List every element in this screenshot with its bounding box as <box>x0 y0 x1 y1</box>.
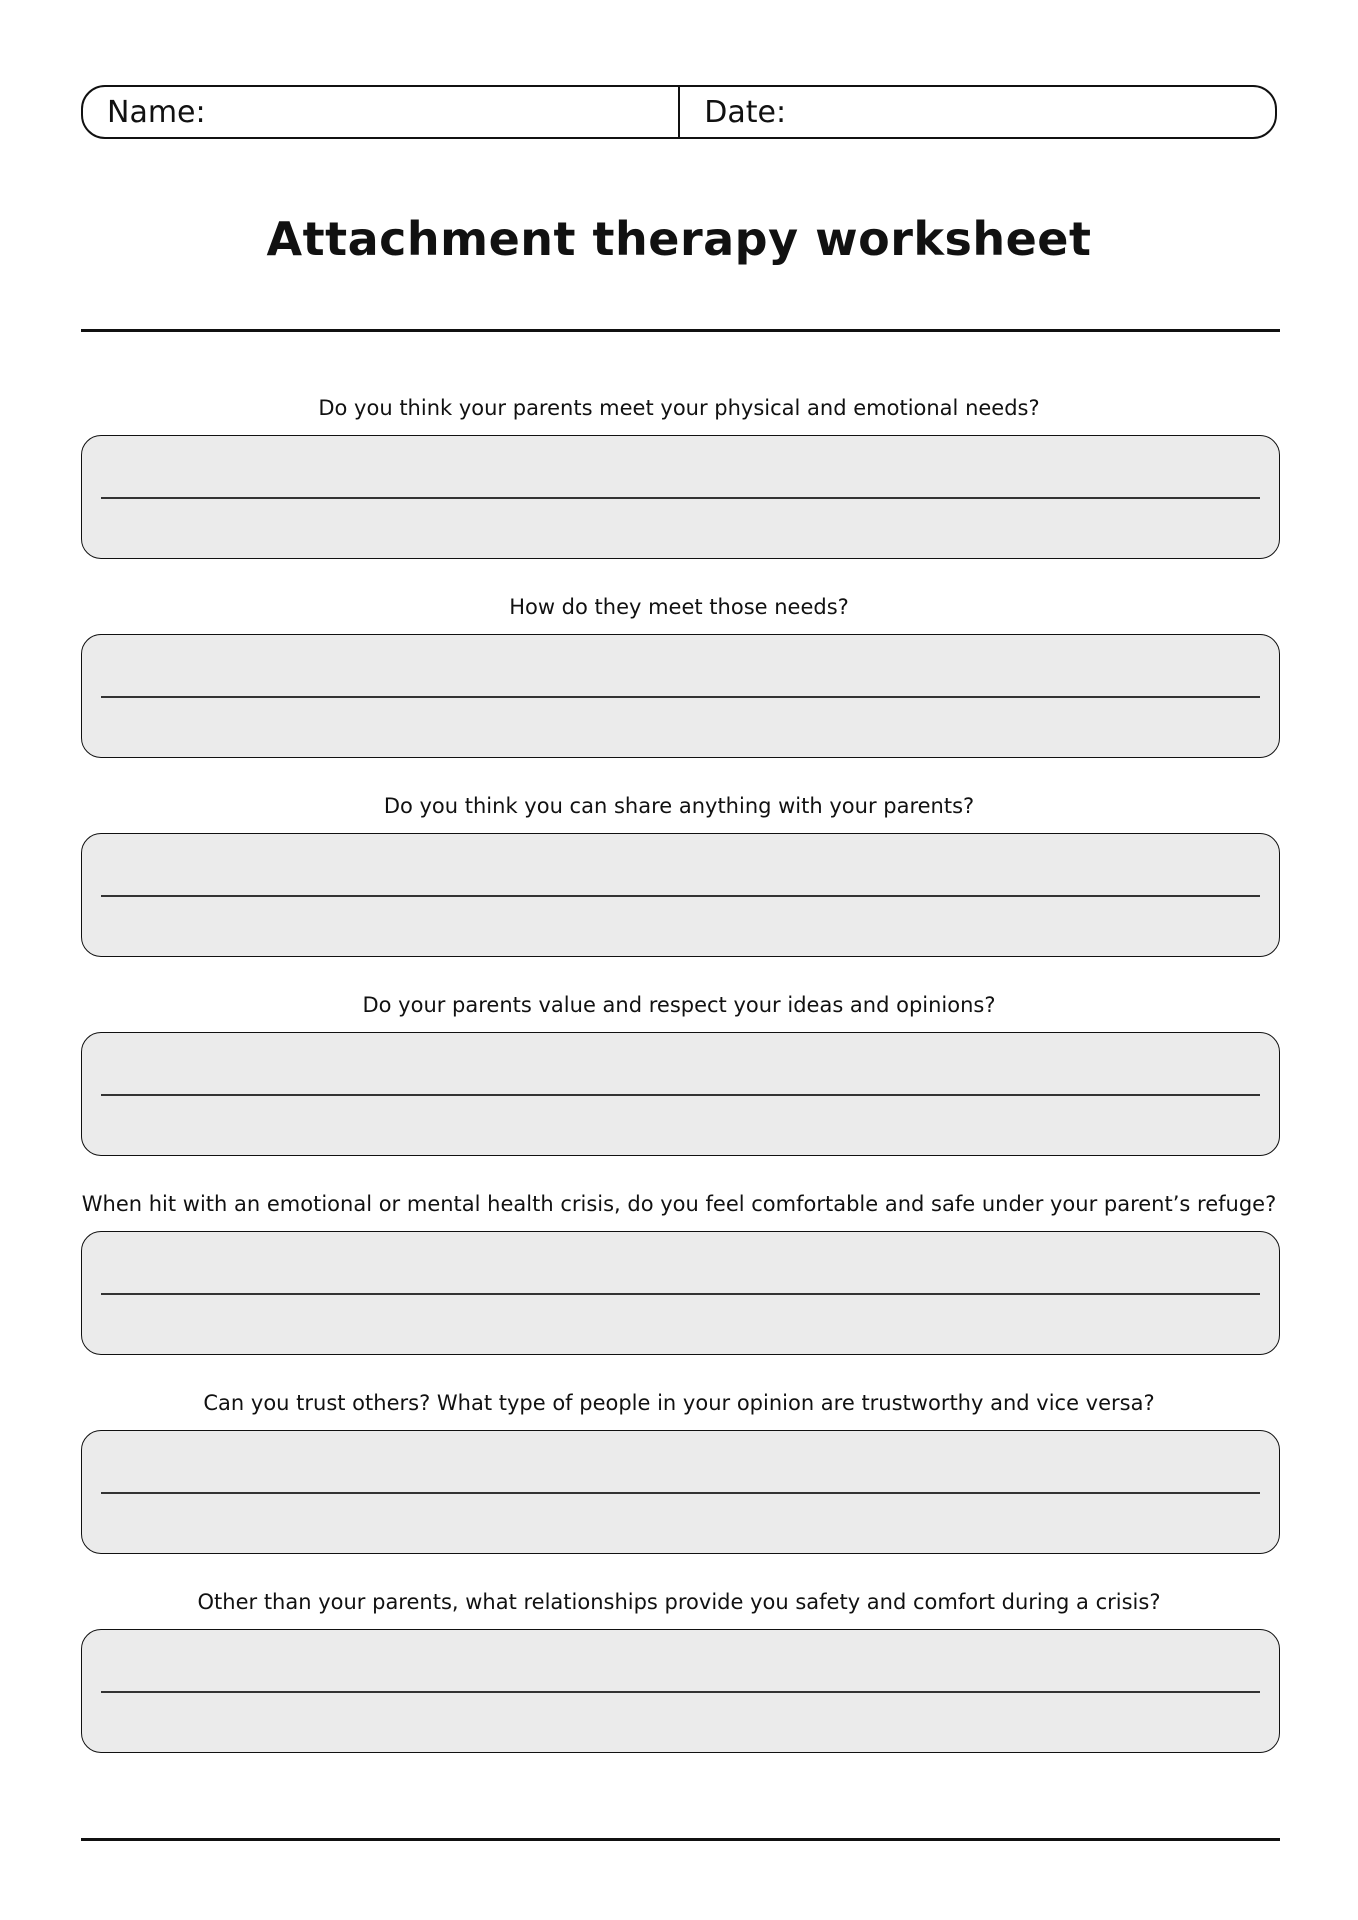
name-date-header <box>81 85 1277 139</box>
answer-line <box>101 696 1260 698</box>
answer-box-4[interactable] <box>81 1032 1280 1156</box>
page-title: Attachment therapy worksheet <box>266 212 1092 266</box>
top-divider <box>81 329 1280 332</box>
bottom-divider <box>81 1838 1280 1841</box>
answer-line <box>101 895 1260 897</box>
answer-line <box>101 1293 1260 1295</box>
question-6: Can you trust others? What type of people in your opinion are trustworthy and vice versa? <box>203 1391 1155 1415</box>
question-2: How do they meet those needs? <box>509 595 849 619</box>
name-label: Name: <box>107 94 206 130</box>
answer-box-7[interactable] <box>81 1629 1280 1753</box>
date-field[interactable] <box>680 87 1275 137</box>
answer-box-2[interactable] <box>81 634 1280 758</box>
answer-line <box>101 1492 1260 1494</box>
question-1: Do you think your parents meet your physical and emotional needs? <box>318 396 1040 420</box>
question-3: Do you think you can share anything with your parents? <box>383 794 975 818</box>
answer-box-6[interactable] <box>81 1430 1280 1554</box>
name-field[interactable] <box>83 87 678 137</box>
question-7: Other than your parents, what relationships provide you safety and comfort during a crisis? <box>197 1590 1161 1614</box>
answer-box-1[interactable] <box>81 435 1280 559</box>
question-4: Do your parents value and respect your ideas and opinions? <box>362 993 996 1017</box>
answer-line <box>101 1094 1260 1096</box>
answer-line <box>101 1691 1260 1693</box>
question-5: When hit with an emotional or mental health crisis, do you feel comfortable and safe under your parent’s refuge? <box>81 1192 1277 1216</box>
answer-box-5[interactable] <box>81 1231 1280 1355</box>
date-label: Date: <box>704 94 787 130</box>
answer-box-3[interactable] <box>81 833 1280 957</box>
answer-line <box>101 497 1260 499</box>
